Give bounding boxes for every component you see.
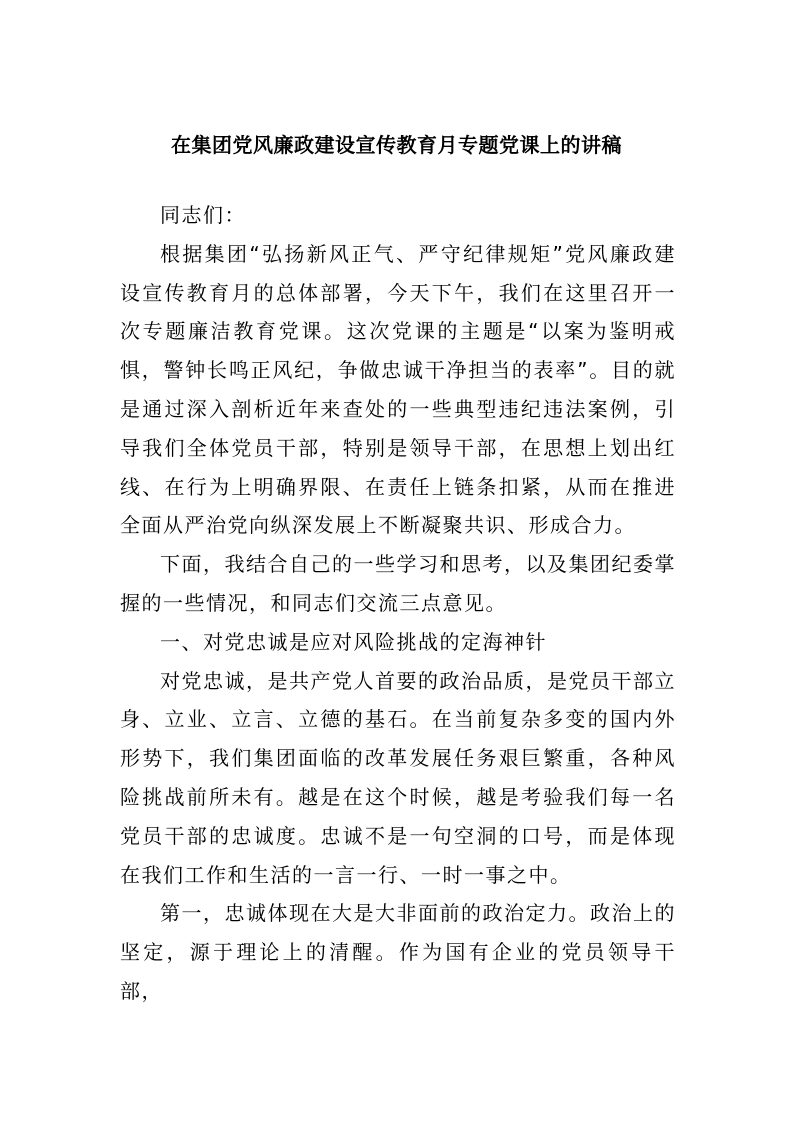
- paragraph-introduction: 根据集团“弘扬新风正气、严守纪律规矩”党风廉政建设宣传教育月的总体部署，今天下午，我们在这里召开一次专题廉洁教育党课。这次党课的主题是“以案为鉴明戒惧，警钟长鸣正风纪，争做忠诚干净担当的表率”。目的就是通过深入剖析近年来查处的一些典型违纪违法案例，引导我们全体党员干部，特别是领导干部，在思想上划出红线、在行为上明确界限、在责任上链条扣紧，从而在推进全面从严治党向纵深发展上不断凝聚共识、形成合力。: [120, 241, 676, 538]
- document-title: 在集团党风廉政建设宣传教育月专题党课上的讲稿: [171, 133, 622, 157]
- paragraph-overview: 下面，我结合自己的一些学习和思考，以及集团纪委掌握的一些情况，和同志们交流三点意见。: [120, 552, 676, 615]
- paragraph-salutation: 同志们：: [160, 203, 246, 227]
- document-body: [120, 196, 676, 1011]
- section-heading-1: 一、对党忠诚是应对风险挑战的定海神针: [160, 629, 547, 654]
- paragraph-first-point: 第一，忠诚体现在大是大非面前的政治定力。政治上的坚定，源于理论上的清醒。作为国有企业的党员领导干部，: [120, 901, 676, 1003]
- paragraph-loyalty: 对党忠诚，是共产党人首要的政治品质，是党员干部立身、立业、立言、立德的基石。在当前复杂多变的国内外形势下，我们集团面临的改革发展任务艰巨繁重，各种风险挑战前所未有。越是在这个时候，越是考验我们每一名党员干部的忠诚度。忠诚不是一句空洞的口号，而是体现在我们工作和生活的一言一行、一时一事之中。: [120, 668, 676, 887]
